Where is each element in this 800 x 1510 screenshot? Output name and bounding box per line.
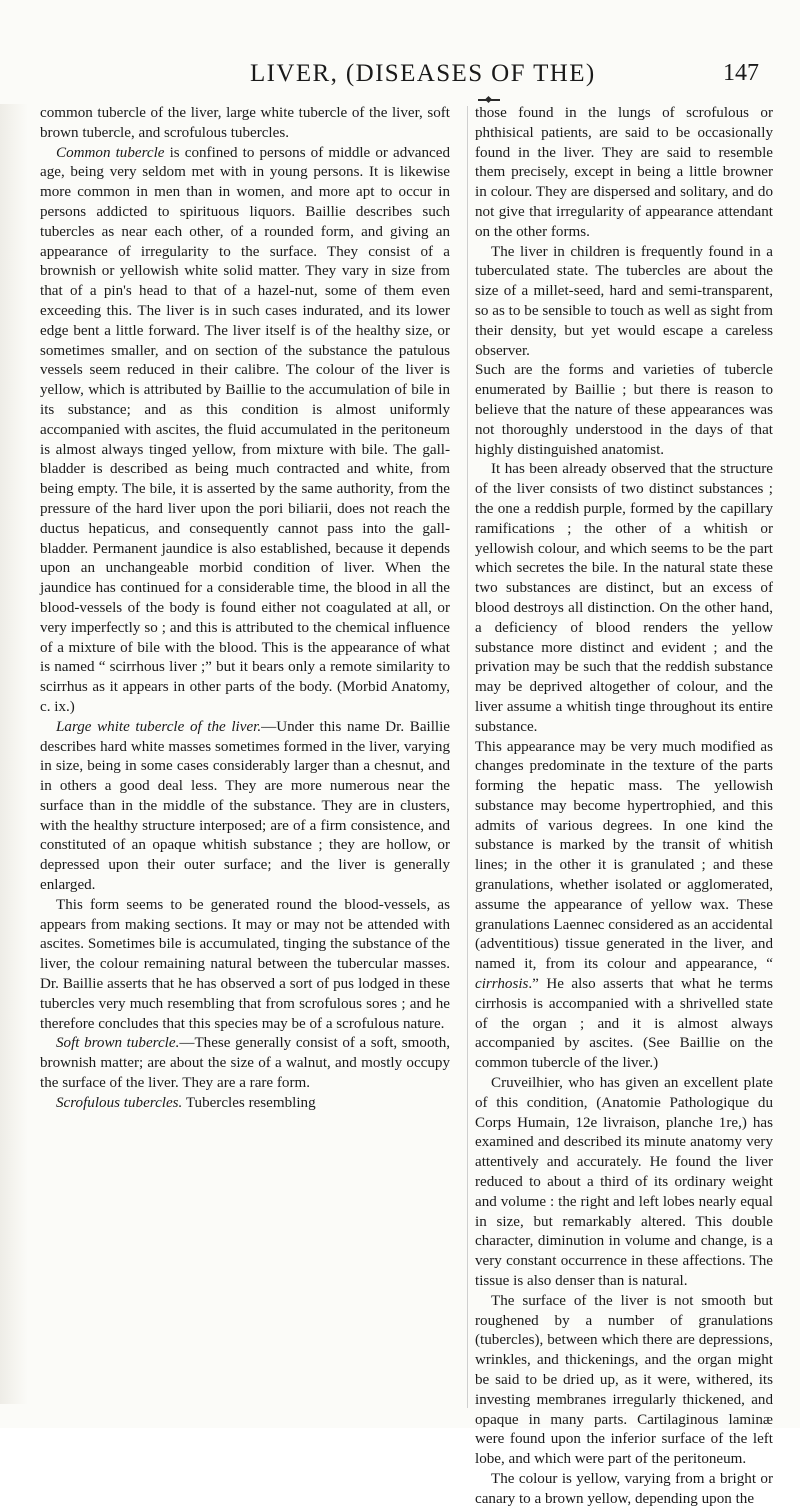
paragraph: Such are the forms and varieties of tubercle enumerated by Baillie ; but there is reason to believe that the nature of these appearances was not thoroughly understood in the days of that highly distinguished anatomist. xyxy=(475,362,773,458)
subheading: Large white tubercle of the liver. xyxy=(56,718,262,735)
paragraph: It has been already observed that the structure of the liver consists of two distinct substances ; the one a reddish purple, formed by the capillary ramifications ; the other of a whitish or yellowish colour, and which seems to be the part which secretes the bile. In the natural state these two substances are distinct, but an excess of blood destroys all distinction. On the other hand, a deficiency of blood renders the yellow substance more distinct and evident ; and the privation may be such that the reddish substance may be deprived altogether of colour, and the liver assume a whitish tinge throughout its entire substance. xyxy=(475,461,773,735)
paragraph-body: Tubercles resembling xyxy=(182,1094,316,1111)
paragraph: The surface of the liver is not smooth but roughened by a number of granulations (tubercles), between which there are depressions, wrinkles, and thickenings, and the organ might be said to be dried up, as it were, withered, its investing membranes irregularly thickened, and opaque in many parts. Cartilaginous laminæ were found upon the inferior surface of the left lobe, and which were part of the peritoneum. xyxy=(475,1292,773,1468)
paragraph xyxy=(40,1034,450,1093)
right-column xyxy=(475,104,773,1507)
column-divider xyxy=(467,106,468,1408)
paragraph xyxy=(475,738,773,1075)
paragraph-body: is confined to persons of middle or advanced age, being very seldom met with in young persons. It is likewise more common in men than in women, and more apt to occur in persons addicted to spirituous liquors. Baillie describes such tubercles as near each other, of a rounded form, and giving an appearance of irregularity to the surface. They consist of a brownish or yellowish white solid matter. They vary in size from that of a pin's head to that of a hazel-nut, some of them even exceeding this. The liver is in such cases indurated, and its lower edge bent a little forward. The liver itself is of the healthy size, or sometimes smaller, and on section of the substance the patulous vessels seem reduced in their calibre. The colour of the liver is yellow, which is attributed by Baillie to the accumulation of bile in its substance; and as this condition is almost uniformly accompanied with ascites, the fluid accumulated in the peritoneum is almost always tinged yellow, from mixture with bile. The gall-bladder is described as being much contracted and white, from being empty. The bile, it is asserted by the same authority, from the pressure of the hard liver upon the pori biliarii, does not reach the ductus hepaticus, and consequently cannot pass into the gall-bladder. Permanent jaundice is also established, because it depends upon an unchangeable morbid condition of liver. When the jaundice has continued for a considerable time, the blood in all the blood-vessels of the body is found either not coagulated at all, or very imperfectly so ; and this is attributed to the chemical influence of a mixture of bile with the blood. This is the appearance of what is named “ scirrhous liver ;” but it bears only a remote similarity to scirrhus as it appears in other parts of the body. (Morbid Anatomy, c. ix.) xyxy=(40,144,450,715)
paragraph: Cruveilhier, who has given an excellent plate of this condition, (Anatomie Pathologique du Corps Humain, 12e livraison, planche 1re,) has examined and described its minute anatomy very attentively and accurately. He found the liver reduced to about a third of its ordinary weight and volume : the right and left lobes nearly equal in size, but remarkably altered. This double character, diminution in volume and change, is a very constant occurrence in these affections. The tissue is also denser than is natural. xyxy=(475,1075,773,1290)
page-number: 147 xyxy=(723,60,759,86)
subheading: Common tubercle xyxy=(56,144,165,161)
page-gutter-shadow xyxy=(0,104,28,1404)
paragraph-body: —Under this name Dr. Baillie describes hard white masses sometimes formed in the liver, varying in size, being in some cases considerably larger than a chesnut, and in others a good deal less. They are more numerous near the surface than in the middle of the substance. They are in clusters, with the healthy structure interposed; are of a firm consistence, and constituted of an opaque whitish substance ; they are hollow, or depressed upon their outer surface; and the liver is generally enlarged. xyxy=(40,718,451,894)
paragraph xyxy=(40,718,450,896)
subheading: Scrofulous tubercles. xyxy=(56,1094,183,1111)
paragraph: This form seems to be generated round the blood-vessels, as appears from making sections. It may or may not be attended with ascites. Sometimes bile is accumulated, tinging the substance of the liver, the colour remaining natural between the tubercular masses. Dr. Baillie asserts that he has observed a sort of pus lodged in these tubercles very much resembling that from scrofulous sores ; and he therefore concludes that this species may be of a scrofulous nature. xyxy=(40,896,450,1032)
header-ornament xyxy=(478,99,500,101)
paragraph-body: —These generally consist of a soft, smooth, brownish matter; are about the size of a walnut, and mostly occupy the surface of the liver. They are a rare form. xyxy=(40,1035,451,1092)
paragraph: common tubercle of the liver, large white tubercle of the liver, soft brown tubercle, and scrofulous tubercles. xyxy=(40,105,450,141)
paragraph-body: .” He also asserts that what he terms cirrhosis is accompanied with a shrivelled state of the organ ; and it is almost always accompanied by ascites. (See Baillie on the common tubercle of the liver.) xyxy=(475,976,773,1072)
running-head: LIVER, (DISEASES OF THE) xyxy=(250,60,596,87)
paragraph: The colour is yellow, varying from a bright or canary to a brown yellow, depending upon the xyxy=(475,1470,773,1507)
paragraph: those found in the lungs of scrofulous or phthisical patients, are said to be occasionally found in the liver. They are said to resemble them precisely, except in being a little browner in colour. They are dispersed and solitary, and do not give that irregularity of appearance attendant on the other forms. xyxy=(475,105,773,240)
left-column xyxy=(40,104,450,1404)
paragraph xyxy=(40,144,450,718)
subheading: Soft brown tubercle. xyxy=(56,1035,180,1052)
paragraph xyxy=(40,1094,450,1114)
paragraph: The liver in children is frequently found in a tuberculated state. The tubercles are about the size of a millet-seed, hard and semi-transparent, so as to be sensible to touch as well as sight from their density, but yet would escape a careless observer. xyxy=(475,243,773,359)
emphasis-term: cirrhosis xyxy=(475,976,529,993)
paragraph-body: This appearance may be very much modified as changes predominate in the texture of the parts forming the hepatic mass. The yellowish substance may become hypertrophied, and this admits of various degrees. In one kind the substance is marked by the transit of whitish lines; in the other it is granulated ; and these granulations, whether isolated or agglomerated, assume the appearance of yellow wax. These granulations Laennec considered as an accidental (adventitious) tissue generated in the liver, and named it, from its colour and appearance, “ xyxy=(475,738,773,973)
